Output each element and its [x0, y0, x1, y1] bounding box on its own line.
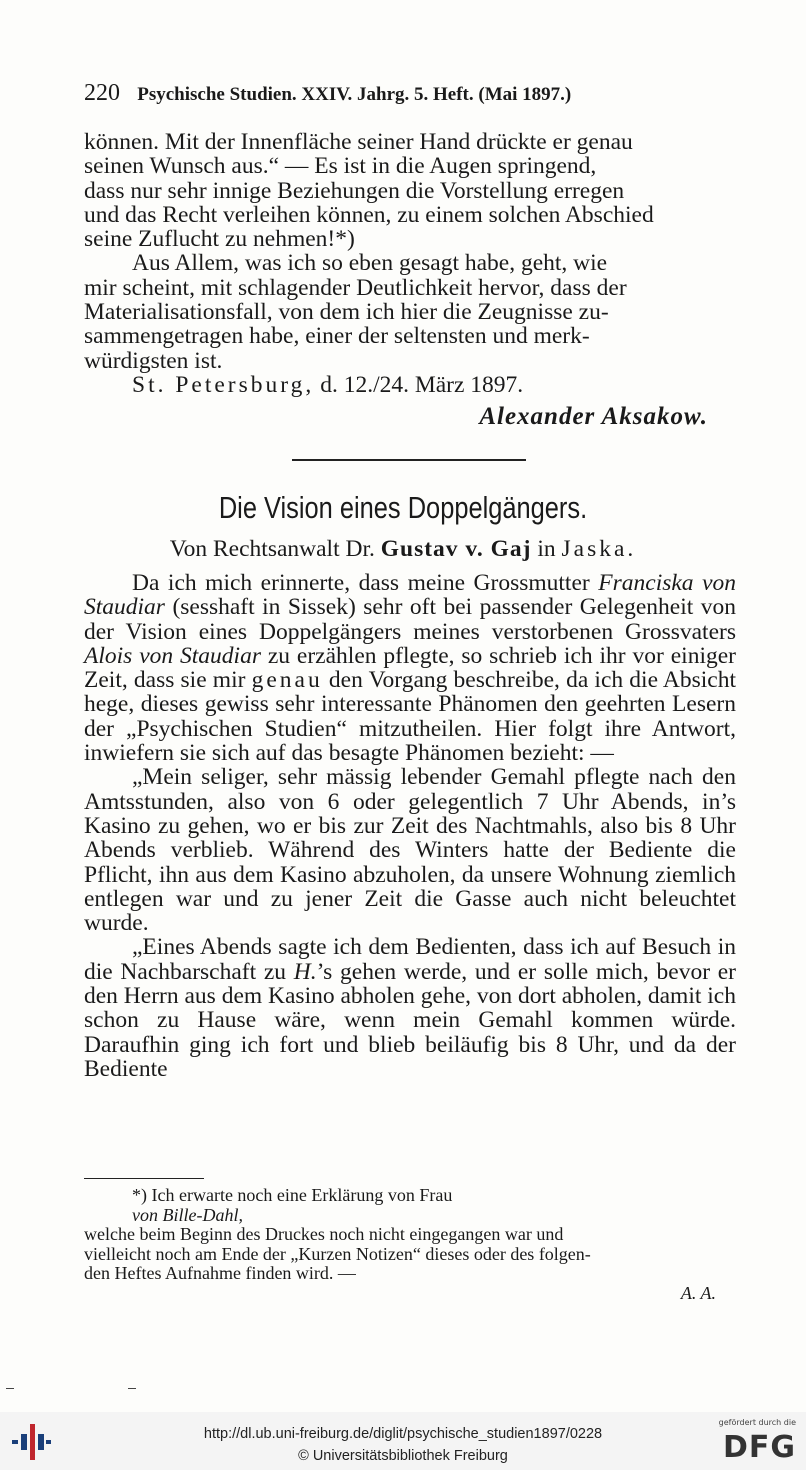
- text-line: dass nur sehr innige Beziehungen die Vorstellung erregen: [84, 177, 625, 204]
- footnote-line: [84, 1186, 736, 1225]
- continuation-paragraph-1: [84, 130, 736, 251]
- article-title: Die Vision eines Doppelgängers.: [218, 490, 588, 525]
- article-paragraph-1: [84, 571, 736, 765]
- text-line: würdigsten ist.: [84, 347, 223, 374]
- section-divider: [292, 459, 526, 461]
- running-header: [84, 80, 724, 107]
- byline-prefix: Von Rechtsanwalt Dr.: [169, 536, 375, 562]
- footnote-rule: [84, 1178, 204, 1179]
- text-run: *) Ich erwarte noch eine Erklärung von Frau: [132, 1185, 453, 1205]
- dateline: [84, 373, 736, 397]
- person-initial: H.: [293, 958, 317, 985]
- scan-mark: [128, 1388, 136, 1389]
- text-line: mir scheint, mit schlagender Deutlichkeit hervor, dass der: [84, 274, 627, 301]
- footnote-line: [84, 1263, 736, 1303]
- date: d. 12./24. März 1897.: [320, 371, 524, 398]
- text-line: Materialisationsfall, von dem ich hier die Zeugnisse zu-: [84, 299, 609, 326]
- article-byline: [0, 536, 806, 563]
- person-name: Franciska von Staudiar: [84, 570, 737, 621]
- text-run: (sesshaft in Sissek) sehr oft bei passender Gelegenheit von der Vision eines Doppelgängers meines verstorbenen Grossvaters: [84, 594, 736, 645]
- viewer-footer: [0, 1412, 806, 1470]
- footnote-initials: A. A.: [680, 1282, 716, 1303]
- author-place: Jaska.: [561, 536, 637, 562]
- running-title: Psychische Studien. XXIV. Jahrg. 5. Heft. (Mai 1897.): [137, 84, 572, 105]
- footnote: [84, 1185, 736, 1303]
- text-line: können. Mit der Innenfläche seiner Hand drückte er genau: [84, 129, 633, 155]
- byline-in: in: [537, 536, 556, 562]
- text-line: seinen Wunsch aus.“ — Es ist in die Augen springend,: [84, 153, 597, 180]
- emphasis: genau: [251, 667, 323, 694]
- article-paragraph-2: „Mein seliger, sehr mässig lebender Gemahl pflegte nach den Amtsstunden, also von 6 oder gelegentlich 7 Uhr Abends, in’s Kasino zu gehen, wo er bis zur Zeit des Nachtmahls, also bis 8 Uhr Abends verblieb. Während des Winters hatte der Bediente die Pflicht, ihn aus dem Kasino abzuholen, da unsere Wohnung ziemlich entlegen war und zu jener Zeit die Gasse auch nicht beleuchtet wurde.: [84, 764, 736, 937]
- footnote-line: welche beim Beginn des Druckes noch nicht eingegangen war und: [84, 1224, 564, 1244]
- text-run: Da ich mich erinnerte, dass meine Grossmutter: [132, 570, 599, 596]
- page-number: 220: [84, 80, 120, 106]
- scan-mark: [6, 1388, 14, 1389]
- text-run: den Vorgang beschreibe, da ich die Absicht hege, dieses gewiss sehr interessante Phänomen den geehrten Lesern der „Psychischen Studien“ mitzutheilen. Hier folgt ihre Antwort, inwiefern sie sich auf das besagte Phänomen bezieht: —: [84, 667, 736, 767]
- text-run: „Eines Abends sagte ich dem Bedienten, dass ich auf Besuch in die Nachbarschaft zu: [84, 934, 736, 985]
- text-line: und das Recht verleihen können, zu einem solchen Abschied: [84, 201, 654, 228]
- signature: Alexander Aksakow.: [479, 403, 708, 430]
- person-name: von Bille-Dahl,: [132, 1204, 243, 1225]
- scan-margin-marks: [0, 1388, 806, 1392]
- text-run: ’s gehen werde, und er solle mich, bevor er den Herrn aus dem Kasino abholen gehe, von dort abholen, damit ich schon zu Hause wäre, wenn mein Gemahl kommen würde. Daraufhin ging ich fort und blieb beiläufig bis 8 Uhr, und da der Bediente: [84, 958, 736, 1082]
- text-run: den Heftes Aufnahme finden wird. —: [84, 1263, 356, 1283]
- continuation-paragraph-2: [84, 251, 736, 372]
- author-name: Gustav v. Gaj: [380, 536, 532, 562]
- funder-caption: gefördert durch die: [718, 1418, 796, 1427]
- text-line: Aus Allem, was ich so eben gesagt habe, geht, wie: [132, 250, 608, 277]
- place: St. Petersburg,: [132, 371, 315, 398]
- text-run: zu erzählen pflegte, so schrieb ich ihr vor einiger Zeit, dass sie mir: [84, 642, 736, 694]
- text-line: sammengetragen habe, einer der seltensten und merk-: [84, 323, 590, 350]
- article-paragraph-3: [84, 935, 736, 1081]
- footnote-line: vielleicht noch am Ende der „Kurzen Notizen“ dieses oder des folgen-: [84, 1243, 591, 1264]
- permalink-url[interactable]: http://dl.ub.uni-freiburg.de/diglit/psychische_studien1897/0228: [203, 1426, 603, 1442]
- article-body: [84, 571, 736, 1081]
- text-line: seine Zuflucht zu nehmen!*): [84, 226, 355, 253]
- copyright-notice: © Universitätsbibliothek Freiburg: [298, 1448, 508, 1464]
- person-name: Alois von Staudiar: [84, 642, 261, 669]
- continuation-text: [84, 130, 736, 397]
- dfg-logo: DFG: [722, 1430, 796, 1465]
